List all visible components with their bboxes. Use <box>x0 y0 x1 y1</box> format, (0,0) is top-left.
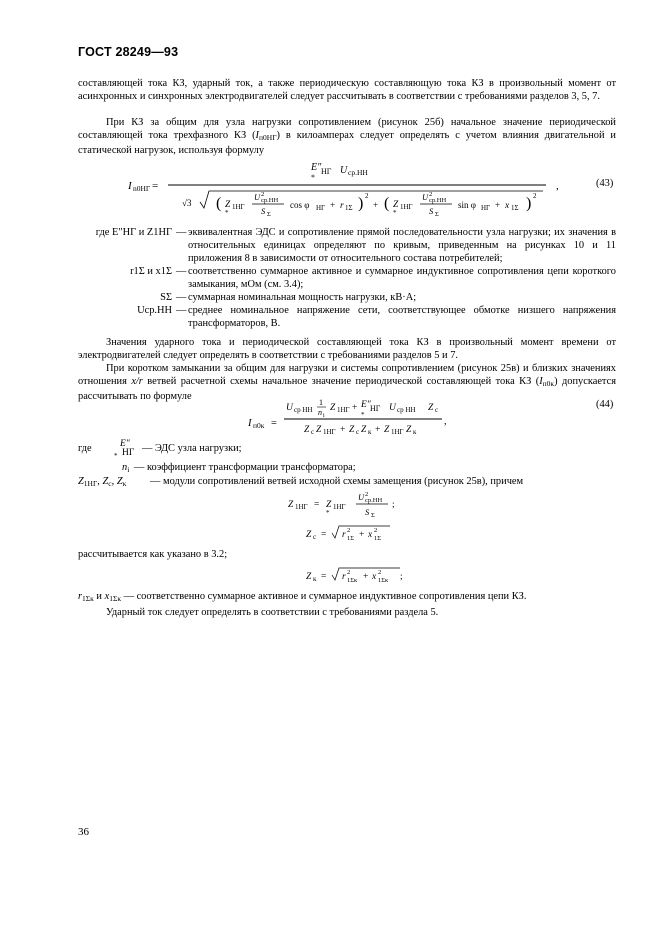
zc-formula <box>304 522 404 544</box>
svg-text:НГ: НГ <box>481 204 491 212</box>
svg-text:r: r <box>340 201 344 211</box>
zk-formula <box>304 564 414 586</box>
svg-text:Z: Z <box>361 425 367 435</box>
svg-text:sin φ: sin φ <box>458 200 476 210</box>
svg-text:x: x <box>505 201 510 211</box>
svg-text:+: + <box>330 200 336 210</box>
svg-text:+: + <box>359 530 365 540</box>
svg-text:1Σк: 1Σк <box>378 577 389 584</box>
svg-text:(: ( <box>216 195 222 212</box>
svg-text:Z: Z <box>393 200 399 210</box>
svg-text:*: * <box>311 173 315 182</box>
svg-text:ср.НН: ср.НН <box>429 197 447 204</box>
svg-text:1: 1 <box>319 398 323 407</box>
formula-43 <box>78 158 616 218</box>
svg-text:;: ; <box>400 572 403 582</box>
eq44-number: (44) <box>596 399 614 410</box>
ni-definition: — коэффициент трансформации трансформатора; <box>134 462 356 473</box>
svg-text:*: * <box>361 411 365 419</box>
svg-text:ср.НН: ср.НН <box>365 497 383 504</box>
svg-text:r: r <box>342 530 346 540</box>
svg-text:U: U <box>422 192 429 202</box>
formula-43-svg <box>78 158 616 218</box>
svg-text:+: + <box>373 200 379 210</box>
svg-text:к: к <box>368 428 372 436</box>
svg-text:E″: E″ <box>361 400 371 410</box>
svg-text:НГ: НГ <box>316 204 326 212</box>
svg-text:r: r <box>342 572 346 582</box>
svg-text:2: 2 <box>429 191 433 198</box>
definition-dash: — <box>176 227 187 238</box>
svg-text:): ) <box>526 195 532 212</box>
svg-text:Σ: Σ <box>267 211 271 218</box>
svg-text:ср.НН: ср.НН <box>348 168 368 177</box>
z1ng-formula <box>286 490 416 520</box>
svg-text:Σ: Σ <box>371 512 375 519</box>
svg-text:+: + <box>340 425 346 435</box>
svg-text:=: = <box>152 180 159 192</box>
svg-text:x: x <box>368 530 373 540</box>
svg-text:*: * <box>393 209 397 217</box>
page-number: 36 <box>78 826 89 838</box>
definitions-44 <box>78 438 616 598</box>
svg-text:Z: Z <box>316 425 322 435</box>
svg-text:2: 2 <box>374 527 378 534</box>
svg-text:Z: Z <box>225 200 231 210</box>
svg-text:с: с <box>356 428 360 436</box>
svg-text:U: U <box>389 403 396 413</box>
paragraph-4: При коротком замыкании за общим для нагрузки и системы сопротивлением (рисунок 25в) и близких значениях отношения x/r ветвей расчетной схемы начальное значение периодической составляющей тока КЗ $(I_{п0к})$ допускается рассчитывать по формуле <box>78 363 616 402</box>
svg-text:U: U <box>340 165 348 176</box>
svg-text:U: U <box>358 492 365 502</box>
svg-text:+: + <box>375 425 381 435</box>
paragraph-6: Ударный ток следует определять в соответствии с требованиями раздела 5. <box>106 607 439 618</box>
svg-text:+: + <box>352 403 358 413</box>
svg-text:1Σ: 1Σ <box>374 535 382 542</box>
svg-text:E″: E″ <box>311 162 322 173</box>
page-header: ГОСТ 28249—93 <box>78 45 179 59</box>
svg-text:+: + <box>363 572 369 582</box>
svg-text:Z: Z <box>406 425 412 435</box>
svg-text:i: i <box>323 413 325 419</box>
svg-text:S: S <box>365 507 370 517</box>
definition-dash: — <box>176 292 187 303</box>
definition-term: SΣ <box>160 292 172 303</box>
svg-text:Z: Z <box>306 572 312 582</box>
svg-text:S: S <box>261 206 266 216</box>
svg-text:I: I <box>128 180 132 192</box>
svg-text:Z: Z <box>306 530 312 540</box>
svg-text:1Σ: 1Σ <box>345 204 353 212</box>
svg-text:,: , <box>444 416 447 427</box>
svg-text:Z: Z <box>330 403 336 413</box>
svg-text:НГ: НГ <box>122 448 135 458</box>
svg-text:2: 2 <box>261 191 265 198</box>
definition-term: Uср.НН <box>137 305 172 316</box>
svg-text:1НГ: 1НГ <box>295 503 308 511</box>
svg-text:1Σ: 1Σ <box>511 204 519 212</box>
svg-text:1НГ: 1НГ <box>232 203 245 211</box>
svg-text:U: U <box>254 192 261 202</box>
svg-text:1НГ: 1НГ <box>333 503 346 511</box>
svg-text:1Σ: 1Σ <box>347 535 355 542</box>
svg-text:n: n <box>318 408 322 417</box>
svg-text:1НГ: 1НГ <box>323 428 336 436</box>
svg-text:I: I <box>248 418 252 429</box>
svg-text:*: * <box>225 209 229 217</box>
svg-text:2: 2 <box>533 192 537 200</box>
svg-text:=: = <box>321 530 327 540</box>
definitions-43 <box>78 226 616 330</box>
svg-text:cos φ: cos φ <box>290 200 310 210</box>
svg-text:к: к <box>413 428 417 436</box>
e-definition: — ЭДС узла нагрузки; <box>142 443 242 454</box>
svg-text:ср НН: ср НН <box>294 406 313 414</box>
svg-text:2: 2 <box>347 527 351 534</box>
definition-dash: — <box>176 266 187 277</box>
svg-text:2: 2 <box>365 491 369 498</box>
definition-text: суммарная номинальная мощность нагрузки, кВ·А; <box>188 292 417 303</box>
svg-text:,: , <box>556 180 559 192</box>
paragraph-2: При КЗ за общим для узла нагрузки сопротивлением (рисунок 25б) начальное значение периодической составляющей тока трехфазного КЗ $(I_{п0НГ})$ в килоамперах следует определять с учетом влияния двигательной и статической нагрузок, используя формулу <box>78 117 616 156</box>
svg-text:Z: Z <box>304 425 310 435</box>
svg-text:√3: √3 <box>182 198 192 208</box>
svg-text:с: с <box>311 428 315 436</box>
svg-text:1НГ: 1НГ <box>391 428 404 436</box>
svg-text:(: ( <box>384 195 390 212</box>
svg-text:U: U <box>286 403 293 413</box>
svg-text:с: с <box>313 533 317 541</box>
svg-text:2: 2 <box>347 569 351 576</box>
svg-text:1Σк: 1Σк <box>347 577 358 584</box>
svg-text:ср.НН: ср.НН <box>261 197 279 204</box>
svg-text:2: 2 <box>378 569 382 576</box>
svg-text:ср НН: ср НН <box>397 406 416 414</box>
svg-text:Z: Z <box>349 425 355 435</box>
svg-text:НГ: НГ <box>370 404 381 413</box>
definition-text: соответственно суммарное активное и суммарное индуктивное сопротивления цепи короткого замыкания, мОм (см. 3.4); <box>188 266 616 290</box>
definition-text: среднее номинальное напряжение сети, соответствующее обмотке низшего напряжения трансформаторов, В. <box>188 305 616 329</box>
z-term: $Z_{1НГ}$, $Z_с$, $Z_к$ <box>78 476 127 488</box>
svg-text:Z: Z <box>288 500 294 510</box>
svg-text:*: * <box>114 452 118 460</box>
rk-definition-line: $r_{1\Sigma к}$ и $x_{1\Sigma к}$ — соответственно суммарное активное и суммарное индуктивное сопротивления цепи КЗ. <box>78 591 527 603</box>
svg-text:x: x <box>372 572 377 582</box>
svg-text:п0к: п0к <box>253 421 265 430</box>
paragraph-5: рассчитывается как указано в 3.2; <box>78 549 228 560</box>
svg-text:+: + <box>495 200 501 210</box>
svg-text:;: ; <box>392 500 395 510</box>
paragraph-1: составляющей тока КЗ, ударный ток, а также периодическую составляющую тока КЗ в произвольный момент от асинхронных и синхронных электродвигателей следует рассчитывать в соответствии с требованиями разделов 3, 5, 7. <box>78 78 616 102</box>
svg-text:E″: E″ <box>120 439 130 449</box>
svg-text:1НГ: 1НГ <box>400 203 413 211</box>
svg-text:НГ: НГ <box>321 167 332 176</box>
svg-text:1НГ: 1НГ <box>337 406 350 414</box>
definition-term: где E″НГ и Z1НГ <box>95 227 172 238</box>
svg-text:к: к <box>313 575 317 583</box>
svg-text:n0НГ: n0НГ <box>133 184 151 193</box>
svg-text:Z: Z <box>326 500 332 510</box>
svg-text:=: = <box>321 572 327 582</box>
svg-text:2: 2 <box>365 192 369 200</box>
svg-text:с: с <box>435 406 439 414</box>
ni-term: $n_i$ <box>122 462 130 474</box>
svg-text:): ) <box>358 195 364 212</box>
definition-dash: — <box>176 305 187 316</box>
paragraph-3: Значения ударного тока и периодической составляющей тока КЗ в произвольный момент времени от электродвигателей следует определять в соответствии с требованиями разделов 5 и 7. <box>78 337 616 361</box>
svg-text:Z: Z <box>428 403 434 413</box>
rk-definition: — соответственно суммарное активное и суммарное индуктивное сопротивления цепи КЗ. <box>123 591 527 602</box>
svg-text:Σ: Σ <box>435 211 439 218</box>
definition-text: эквивалентная ЭДС и сопротивление прямой последовательности узла нагрузки; их значения в относительных единицах определяют по кривым, приведенным на рисунках 10 и 11 приложения 8 в зависимости от относительного состава потребителей; <box>188 227 616 264</box>
svg-text:*: * <box>326 509 330 517</box>
svg-text:S: S <box>429 206 434 216</box>
z-definition: — модули сопротивлений ветвей исходной схемы замещения (рисунок 25в), причем <box>150 476 524 487</box>
svg-text:=: = <box>271 418 277 429</box>
where-label: где <box>78 443 92 454</box>
svg-text:Z: Z <box>384 425 390 435</box>
eq43-number: (43) <box>596 178 614 189</box>
svg-text:=: = <box>314 500 320 510</box>
definition-term: r1Σ и x1Σ <box>130 266 172 277</box>
